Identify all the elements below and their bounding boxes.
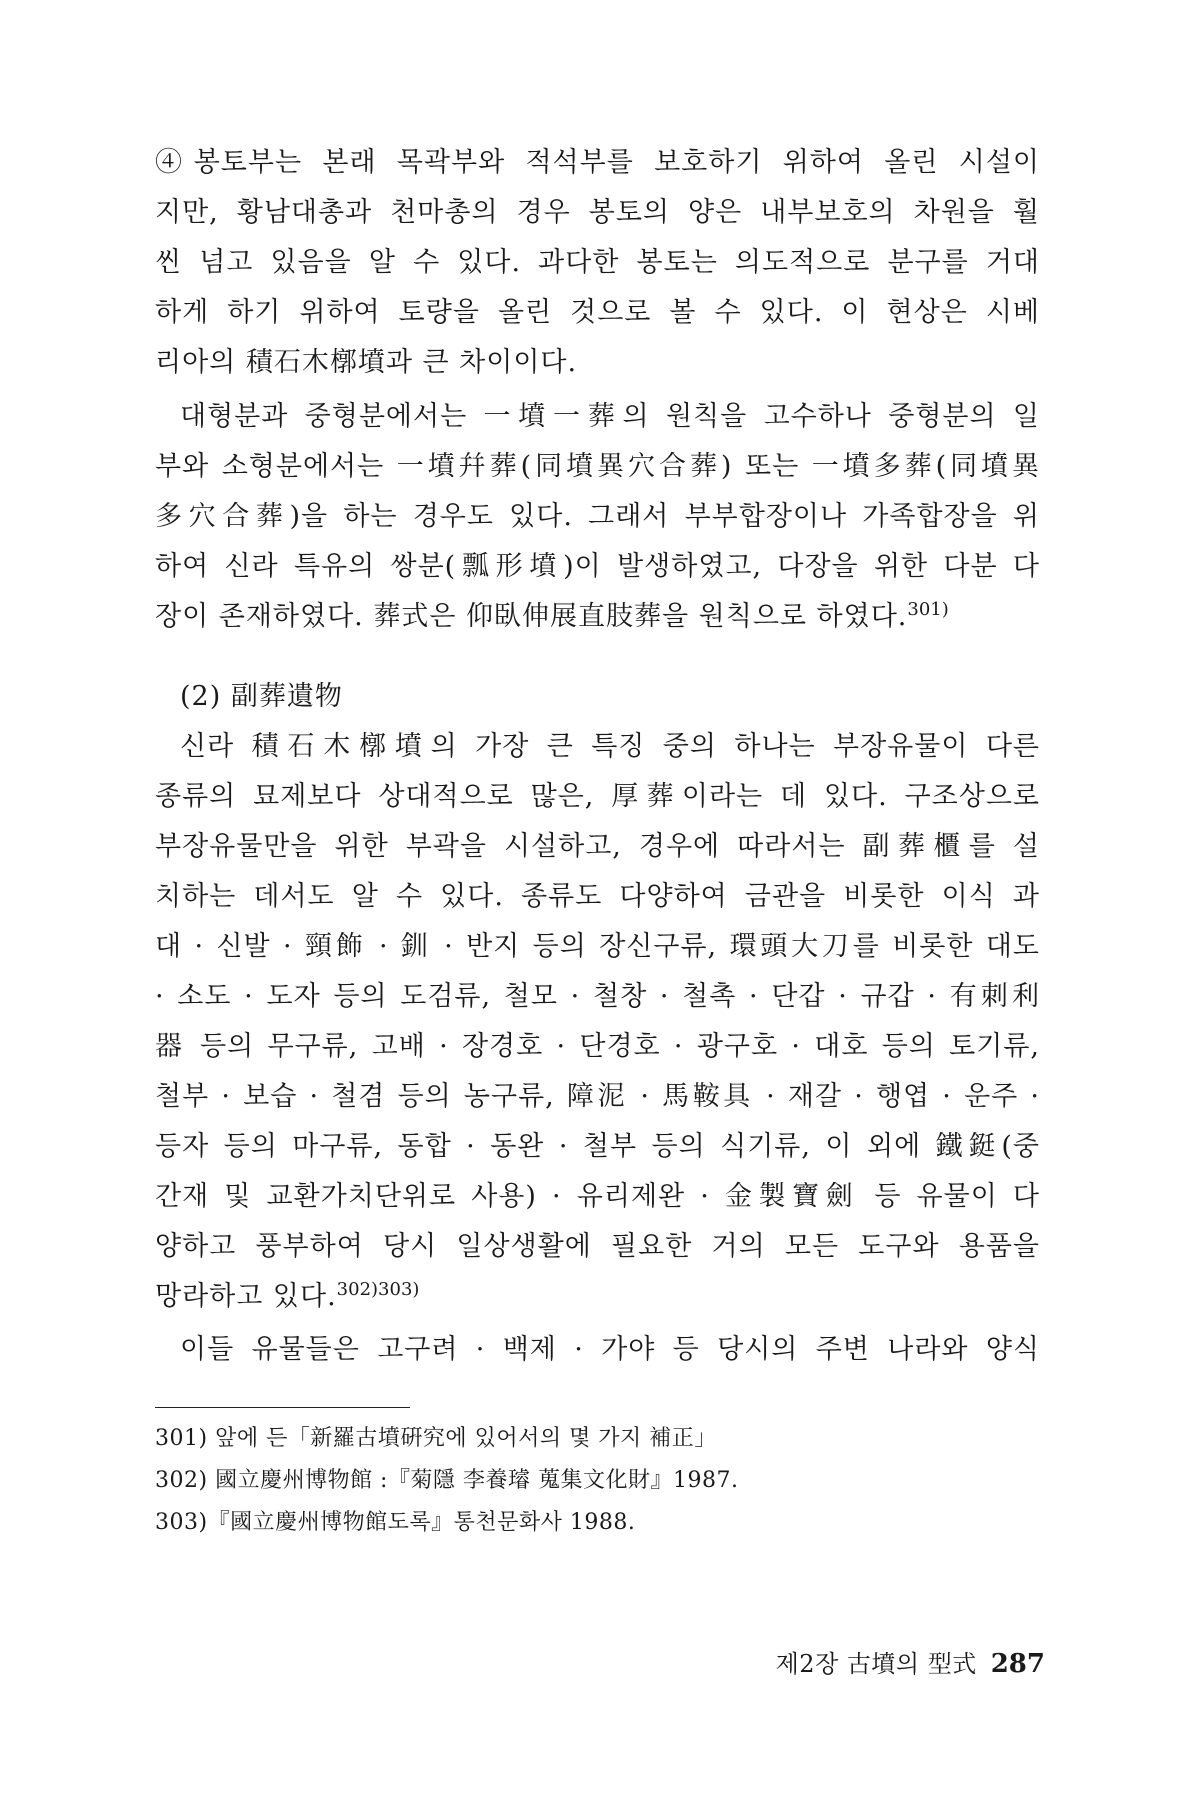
text-line: 간재 및 교환가치단위로 사용) · 유리제완 · 金製寶劍 등 유물이 다 xyxy=(155,1181,1040,1212)
text-line: 철부 · 보습 · 철겸 등의 농구류, 障泥 · 馬鞍具 · 재갈 · 행엽 · 운주 · xyxy=(155,1081,1040,1112)
text-line: 양하고 풍부하여 당시 일상생활에 필요한 거의 모든 도구와 용품을 xyxy=(155,1231,1040,1262)
text-line: 이들 유물들은 고구려 · 백제 · 가야 등 당시의 주변 나라와 양식 xyxy=(180,1334,1040,1365)
running-footer-chapter: 제2장 古墳의 型式 xyxy=(775,1650,977,1678)
text-line: 지만, 황남대총과 천마총의 경우 봉토의 양은 내부보호의 차원을 훨 xyxy=(155,197,1040,228)
text-line: 대 · 신발 · 頸飾 · 釧 · 반지 등의 장신구류, 環頭大刀를 비롯한 대도 xyxy=(155,931,1040,962)
footnote-302: 302) 國立慶州博物館 :『菊隱 李養璿 蒐集文化財』1987. xyxy=(155,1468,739,1493)
text-line xyxy=(155,592,1040,642)
paragraph-1 xyxy=(155,138,1040,388)
text-line-content: 망라하고 있다. xyxy=(155,1281,337,1312)
text-line: ④봉토부는 본래 목곽부와 적석부를 보호하기 위하여 올린 시설이 xyxy=(155,147,1040,178)
text-line: · 소도 · 도자 등의 도검류, 철모 · 철창 · 철촉 · 단갑 · 규갑 · 有刺利 xyxy=(155,981,1040,1012)
text-line: 종류의 묘제보다 상대적으로 많은, 厚葬이라는 데 있다. 구조상으로 xyxy=(155,781,1040,812)
page-number: 287 xyxy=(990,1649,1045,1679)
text-line xyxy=(155,1272,1040,1322)
footnotes xyxy=(155,1418,1040,1544)
footnote-303: 303)『國立慶州博物館도록』통천문화사 1988. xyxy=(155,1510,636,1535)
paragraph-4 xyxy=(155,1325,1040,1375)
text-line: 리아의 積石木槨墳과 큰 차이이다. xyxy=(155,347,578,378)
paragraph-3 xyxy=(155,722,1040,1322)
text-line: 치하는 데서도 알 수 있다. 종류도 다양하여 금관을 비롯한 이식 과 xyxy=(155,881,1040,912)
text-line: 씬 넘고 있음을 알 수 있다. 과다한 봉토는 의도적으로 분구를 거대 xyxy=(155,247,1040,278)
text-line: 器 등의 무구류, 고배 · 장경호 · 단경호 · 광구호 · 대호 등의 토기류, xyxy=(155,1031,1040,1062)
text-line: 하게 하기 위하여 토량을 올린 것으로 볼 수 있다. 이 현상은 시베 xyxy=(155,297,1040,328)
text-line: 등자 등의 마구류, 동합 · 동완 · 철부 등의 식기류, 이 외에 鐵鋌(중 xyxy=(155,1131,1040,1162)
text-line: 신라 積石木槨墳의 가장 큰 특징 중의 하나는 부장유물이 다른 xyxy=(180,731,1040,762)
paragraph-2 xyxy=(155,392,1040,642)
text-line: 부장유물만을 위한 부곽을 시설하고, 경우에 따라서는 副葬櫃를 설 xyxy=(155,831,1040,862)
text-line: 하여 신라 특유의 쌍분(瓢形墳)이 발생하였고, 다장을 위한 다분 다 xyxy=(155,551,1040,582)
text-line-content: 장이 존재하였다. 葬式은 仰臥伸展直肢葬을 원칙으로 하였다. xyxy=(155,601,908,632)
text-line: 대형분과 중형분에서는 一墳一葬의 원칙을 고수하나 중형분의 일 xyxy=(180,401,1040,432)
page-footer xyxy=(776,1644,1045,1684)
text-line: 多穴合葬)을 하는 경우도 있다. 그래서 부부합장이나 가족합장을 위 xyxy=(155,501,1040,532)
footnote-ref-301: 301) xyxy=(907,599,949,620)
text-line: 부와 소형분에서는 一墳幷葬(同墳異穴合葬) 또는 一墳多葬(同墳異 xyxy=(155,451,1040,482)
section-heading: (2) 副葬遺物 xyxy=(180,681,343,712)
footnote-301: 301) 앞에 든「新羅古墳硏究에 있어서의 몇 가지 補正」 xyxy=(155,1426,717,1451)
footnote-ref-302-303: 302)303) xyxy=(336,1279,420,1300)
footnote-divider xyxy=(155,1407,410,1408)
